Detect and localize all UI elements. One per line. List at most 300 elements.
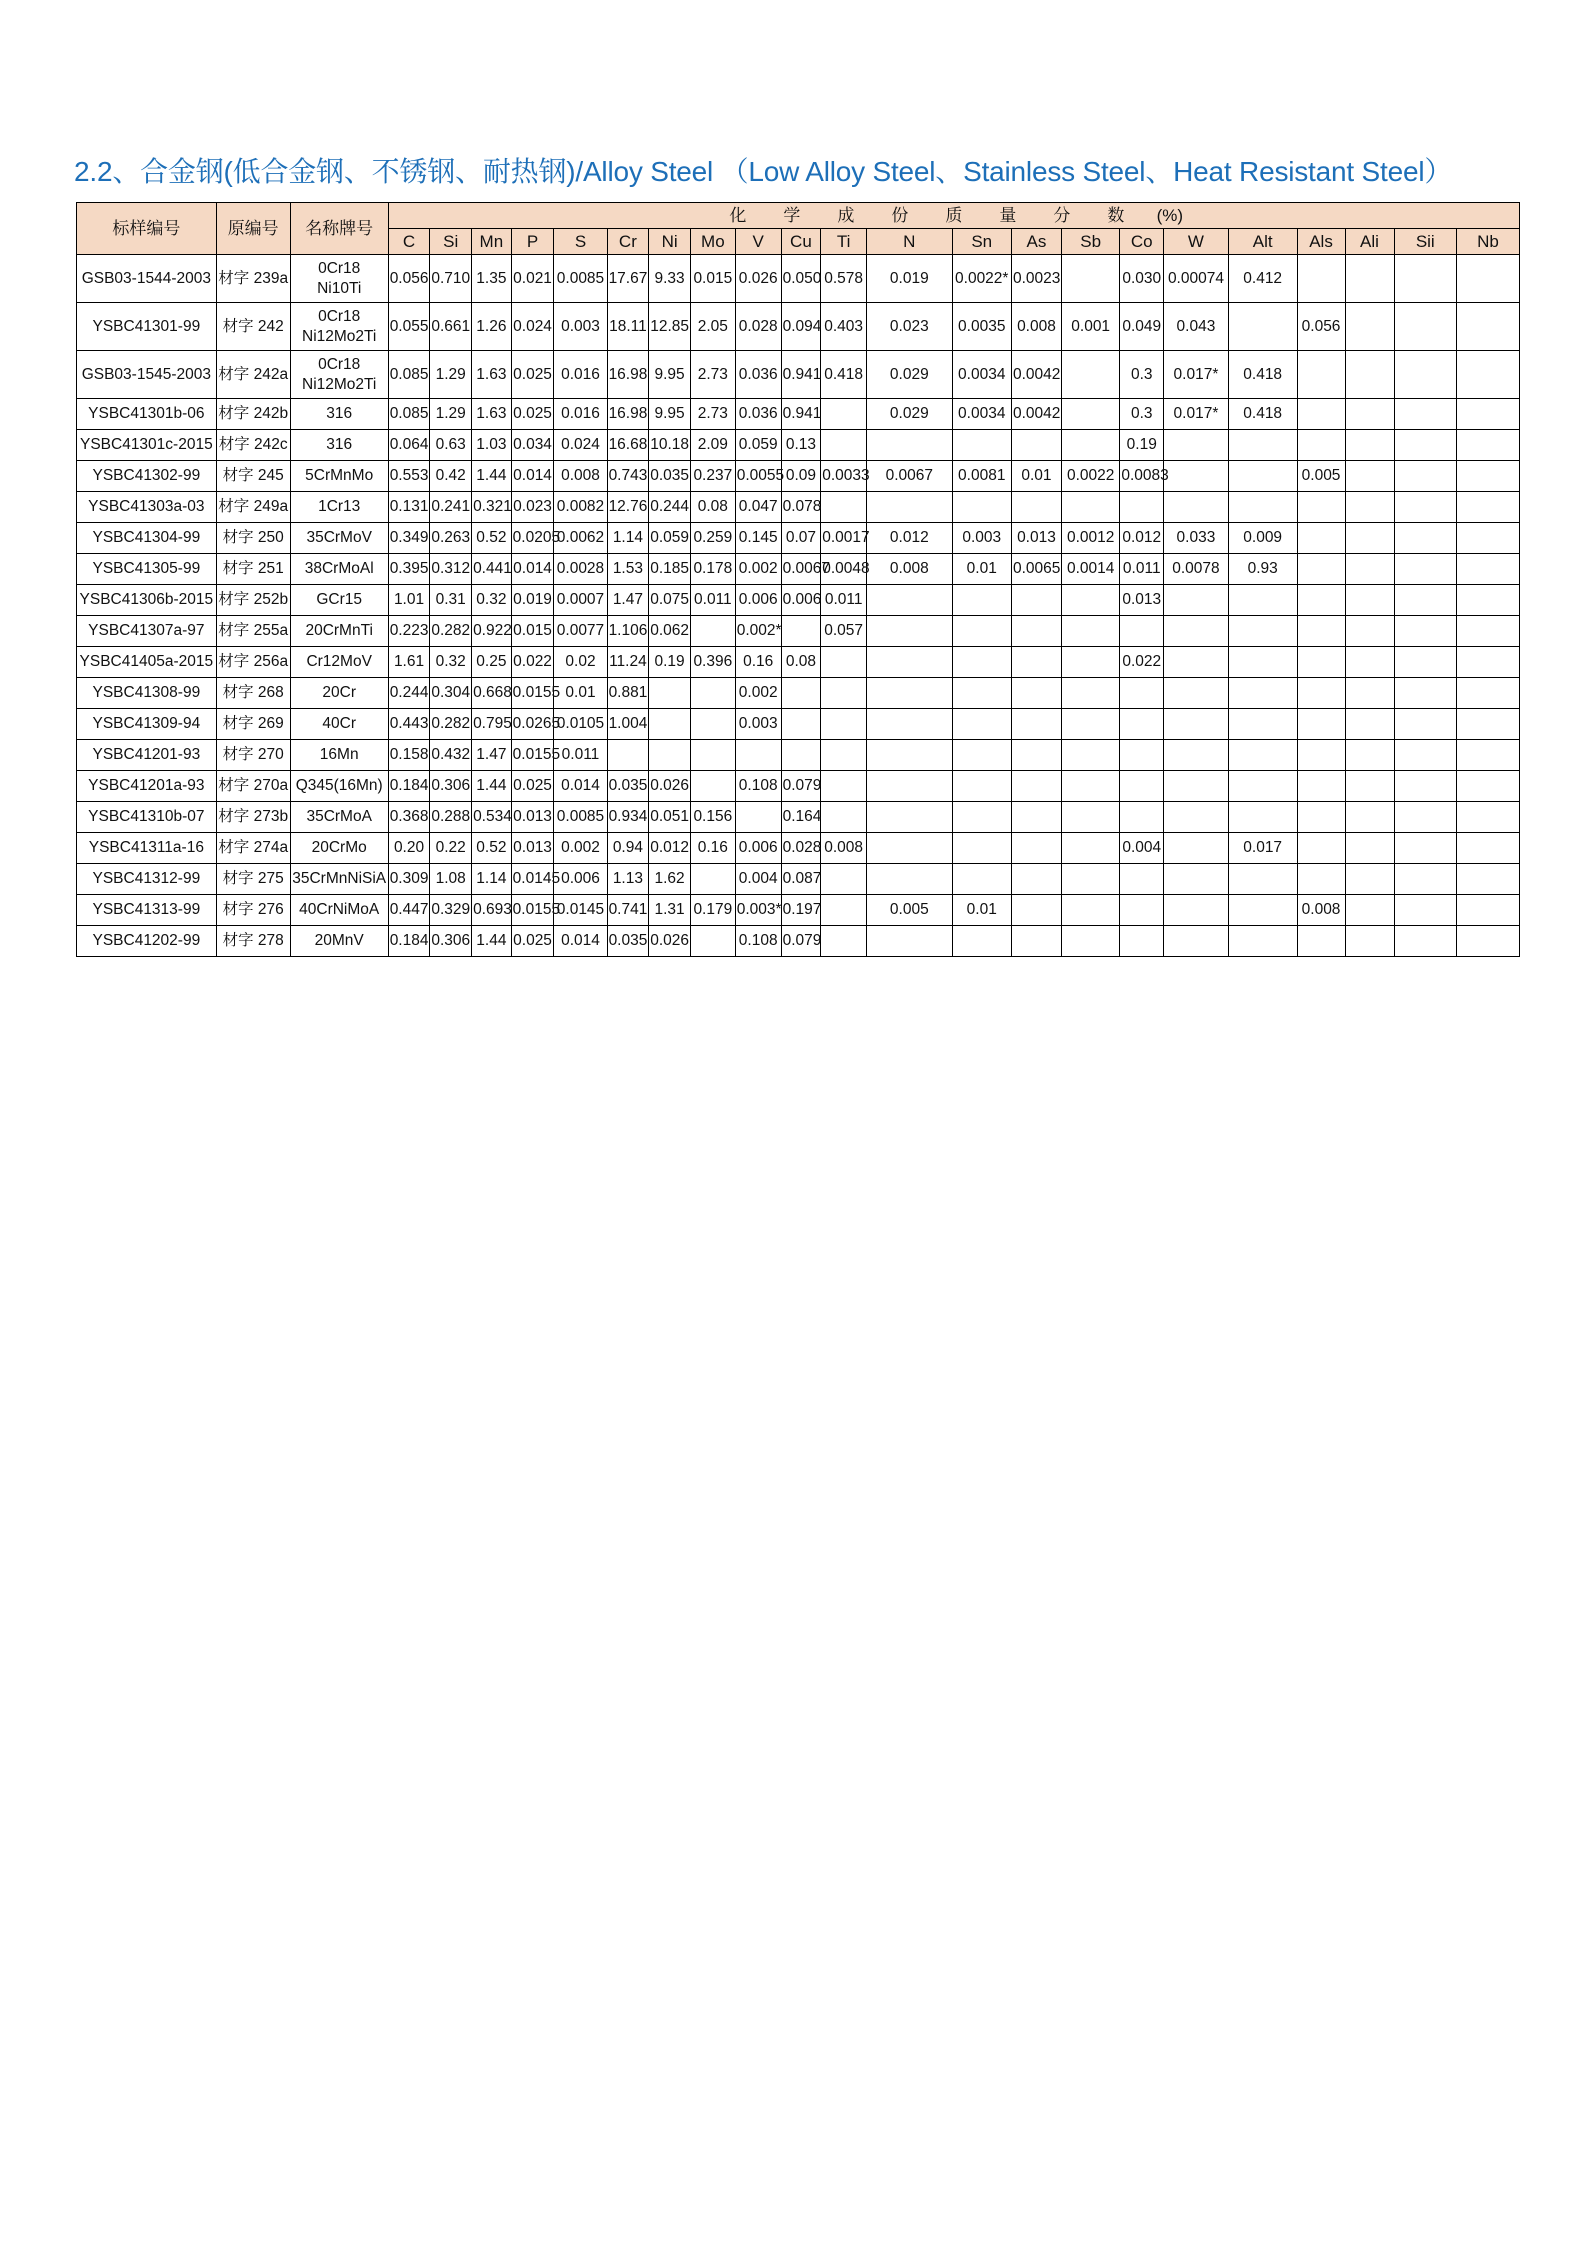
value-cell: 0.0205 (511, 523, 554, 554)
header-element-alt: Alt (1228, 229, 1297, 255)
value-cell (952, 430, 1011, 461)
value-cell: 0.062 (649, 616, 691, 647)
value-cell (952, 833, 1011, 864)
value-cell: 0.3 (1120, 399, 1164, 430)
header-element-ti: Ti (821, 229, 867, 255)
value-cell: 0.016 (554, 399, 607, 430)
value-cell: 0.056 (388, 255, 430, 303)
value-cell (952, 926, 1011, 957)
value-cell: 0.0085 (554, 255, 607, 303)
value-cell: 0.002 (735, 678, 781, 709)
table-row (77, 926, 1520, 957)
value-cell (1345, 303, 1394, 351)
header-element-nb: Nb (1457, 229, 1520, 255)
header-element-sii: Sii (1394, 229, 1457, 255)
value-cell (867, 864, 952, 895)
value-cell: 1.08 (430, 864, 472, 895)
value-cell: 0.001 (1061, 303, 1119, 351)
table-row (77, 864, 1520, 895)
value-cell: 0.0012 (1061, 523, 1119, 554)
value-cell: 0.012 (649, 833, 691, 864)
value-cell: 0.0034 (952, 351, 1011, 399)
value-cell: 0.0062 (554, 523, 607, 554)
value-cell (1345, 255, 1394, 303)
value-cell (1297, 833, 1345, 864)
value-cell (1394, 926, 1457, 957)
grade-cell: 35CrMnNiSiA (290, 864, 388, 895)
table-row (77, 492, 1520, 523)
value-cell: 0.009 (1228, 523, 1297, 554)
sample-no-cell: YSBC41405a-2015 (77, 647, 217, 678)
value-cell: 0.0081 (952, 461, 1011, 492)
header-element-mn: Mn (472, 229, 512, 255)
value-cell: 0.312 (430, 554, 472, 585)
value-cell: 17.67 (607, 255, 649, 303)
value-cell (1457, 554, 1520, 585)
sample-no-cell: YSBC41307a-97 (77, 616, 217, 647)
sample-no-cell: YSBC41305-99 (77, 554, 217, 585)
value-cell (1061, 492, 1119, 523)
value-cell: 0.011 (690, 585, 735, 616)
value-cell: 0.015 (511, 616, 554, 647)
value-cell: 0.304 (430, 678, 472, 709)
value-cell: 0.13 (781, 430, 821, 461)
value-cell (1457, 864, 1520, 895)
value-cell: 0.418 (1228, 399, 1297, 430)
value-cell: 0.0028 (554, 554, 607, 585)
value-cell (1345, 523, 1394, 554)
value-cell (1394, 492, 1457, 523)
header-element-as: As (1011, 229, 1061, 255)
value-cell (1011, 709, 1061, 740)
value-cell: 16.98 (607, 351, 649, 399)
value-cell: 0.003 (735, 709, 781, 740)
value-cell (690, 678, 735, 709)
value-cell: 0.16 (735, 647, 781, 678)
value-cell (821, 926, 867, 957)
value-cell (781, 616, 821, 647)
orig-no-cell: 材字 256a (216, 647, 290, 678)
value-cell: 0.008 (1011, 303, 1061, 351)
value-cell (867, 740, 952, 771)
sample-no-cell: YSBC41303a-03 (77, 492, 217, 523)
value-cell: 0.0055 (735, 461, 781, 492)
sample-no-cell: YSBC41309-94 (77, 709, 217, 740)
value-cell: 18.11 (607, 303, 649, 351)
sample-no-cell: YSBC41301-99 (77, 303, 217, 351)
value-cell: 1.63 (472, 351, 512, 399)
header-group-char: 质 (945, 205, 963, 225)
value-cell: 1.29 (430, 351, 472, 399)
value-cell: 0.0085 (554, 802, 607, 833)
value-cell (952, 616, 1011, 647)
value-cell (1297, 585, 1345, 616)
value-cell: 0.0155 (511, 678, 554, 709)
grade-cell: Q345(16Mn) (290, 771, 388, 802)
value-cell (1011, 430, 1061, 461)
grade-cell: 20CrMo (290, 833, 388, 864)
value-cell: 0.025 (511, 926, 554, 957)
orig-no-cell: 材字 273b (216, 802, 290, 833)
value-cell: 0.014 (511, 461, 554, 492)
sample-no-cell: YSBC41312-99 (77, 864, 217, 895)
table-row (77, 771, 1520, 802)
value-cell (1228, 864, 1297, 895)
value-cell (1228, 895, 1297, 926)
value-cell: 0.0035 (952, 303, 1011, 351)
value-cell (1228, 678, 1297, 709)
value-cell (1457, 351, 1520, 399)
value-cell (821, 864, 867, 895)
value-cell: 0.019 (511, 585, 554, 616)
value-cell (867, 585, 952, 616)
value-cell: 0.036 (735, 351, 781, 399)
value-cell: 0.003 (952, 523, 1011, 554)
value-cell (821, 492, 867, 523)
value-cell (1061, 647, 1119, 678)
sample-no-cell: YSBC41301c-2015 (77, 430, 217, 461)
value-cell (735, 802, 781, 833)
value-cell: 1.26 (472, 303, 512, 351)
value-cell (1164, 926, 1229, 957)
header-element-si: Si (430, 229, 472, 255)
value-cell: 10.18 (649, 430, 691, 461)
value-cell (1011, 740, 1061, 771)
table-row (77, 554, 1520, 585)
grade-cell: 16Mn (290, 740, 388, 771)
value-cell: 0.023 (511, 492, 554, 523)
table-row (77, 255, 1520, 303)
value-cell: 0.661 (430, 303, 472, 351)
value-cell: 0.288 (430, 802, 472, 833)
value-cell: 0.368 (388, 802, 430, 833)
sample-no-cell: GSB03-1544-2003 (77, 255, 217, 303)
value-cell: 0.002* (735, 616, 781, 647)
value-cell: 0.94 (607, 833, 649, 864)
value-cell (1011, 585, 1061, 616)
value-cell (781, 678, 821, 709)
value-cell: 0.013 (511, 802, 554, 833)
value-cell: 0.025 (511, 351, 554, 399)
value-cell: 0.005 (867, 895, 952, 926)
value-cell (1061, 771, 1119, 802)
value-cell (1297, 647, 1345, 678)
value-cell: 0.20 (388, 833, 430, 864)
value-cell: 0.016 (554, 351, 607, 399)
grade-cell: GCr15 (290, 585, 388, 616)
value-cell: 0.0065 (1011, 554, 1061, 585)
value-cell (1345, 616, 1394, 647)
value-cell: 0.025 (511, 771, 554, 802)
value-cell: 0.050 (781, 255, 821, 303)
value-cell: 0.52 (472, 523, 512, 554)
value-cell (1457, 399, 1520, 430)
value-cell: 0.057 (821, 616, 867, 647)
value-cell: 0.0048 (821, 554, 867, 585)
header-element-sn: Sn (952, 229, 1011, 255)
value-cell: 1.63 (472, 399, 512, 430)
value-cell: 0.108 (735, 926, 781, 957)
sample-no-cell: YSBC41311a-16 (77, 833, 217, 864)
grade-cell: 40Cr (290, 709, 388, 740)
value-cell: 0.012 (867, 523, 952, 554)
table-row (77, 585, 1520, 616)
value-cell (1394, 399, 1457, 430)
section-title: 2.2、合金钢(低合金钢、不锈钢、耐热钢)/Alloy Steel （Low Alloy Steel、Stainless Steel、Heat Resistant Steel） (74, 156, 1453, 187)
value-cell (821, 895, 867, 926)
value-cell (1164, 895, 1229, 926)
value-cell: 0.043 (1164, 303, 1229, 351)
value-cell: 0.085 (388, 399, 430, 430)
value-cell (867, 771, 952, 802)
value-cell (1457, 255, 1520, 303)
value-cell: 0.005 (1297, 461, 1345, 492)
value-cell (1061, 585, 1119, 616)
value-cell: 0.941 (781, 399, 821, 430)
value-cell (1345, 492, 1394, 523)
value-cell (867, 678, 952, 709)
value-cell (1394, 303, 1457, 351)
value-cell: 0.024 (554, 430, 607, 461)
value-cell (1011, 616, 1061, 647)
value-cell (1297, 678, 1345, 709)
value-cell (1297, 926, 1345, 957)
value-cell: 0.403 (821, 303, 867, 351)
value-cell (1394, 461, 1457, 492)
orig-no-cell: 材字 255a (216, 616, 290, 647)
grade-cell: 20Cr (290, 678, 388, 709)
value-cell: 0.051 (649, 802, 691, 833)
value-cell (1297, 255, 1345, 303)
value-cell (1228, 430, 1297, 461)
value-cell: 0.003* (735, 895, 781, 926)
value-cell: 0.418 (1228, 351, 1297, 399)
value-cell (1345, 351, 1394, 399)
value-cell: 0.63 (430, 430, 472, 461)
value-cell (821, 802, 867, 833)
value-cell (1164, 771, 1229, 802)
value-cell: 0.329 (430, 895, 472, 926)
value-cell: 0.09 (781, 461, 821, 492)
table-row (77, 616, 1520, 647)
value-cell: 1.53 (607, 554, 649, 585)
value-cell: 0.263 (430, 523, 472, 554)
value-cell (1345, 585, 1394, 616)
value-cell (1164, 864, 1229, 895)
value-cell (690, 709, 735, 740)
orig-no-cell: 材字 249a (216, 492, 290, 523)
sample-no-cell: YSBC41201-93 (77, 740, 217, 771)
value-cell: 1.35 (472, 255, 512, 303)
value-cell: 0.049 (1120, 303, 1164, 351)
value-cell (1164, 678, 1229, 709)
value-cell: 1.44 (472, 926, 512, 957)
table-row (77, 523, 1520, 554)
value-cell (821, 709, 867, 740)
value-cell: 0.321 (472, 492, 512, 523)
grade-cell: 0Cr18 Ni10Ti (290, 255, 388, 303)
value-cell (649, 740, 691, 771)
value-cell (952, 771, 1011, 802)
value-cell: 0.01 (952, 895, 1011, 926)
value-cell: 0.396 (690, 647, 735, 678)
value-cell: 0.029 (867, 399, 952, 430)
value-cell (1011, 833, 1061, 864)
value-cell: 2.05 (690, 303, 735, 351)
value-cell: 0.881 (607, 678, 649, 709)
value-cell: 0.578 (821, 255, 867, 303)
value-cell: 1.106 (607, 616, 649, 647)
value-cell: 0.08 (781, 647, 821, 678)
value-cell: 0.32 (472, 585, 512, 616)
header-element-sb: Sb (1061, 229, 1119, 255)
value-cell (1120, 709, 1164, 740)
value-cell (1457, 523, 1520, 554)
value-cell: 0.0145 (511, 864, 554, 895)
grade-cell: 316 (290, 399, 388, 430)
value-cell: 0.08 (690, 492, 735, 523)
value-cell (1297, 802, 1345, 833)
orig-no-cell: 材字 239a (216, 255, 290, 303)
value-cell: 0.015 (690, 255, 735, 303)
value-cell (1297, 554, 1345, 585)
value-cell (1061, 895, 1119, 926)
value-cell: 0.16 (690, 833, 735, 864)
value-cell: 0.553 (388, 461, 430, 492)
value-cell: 0.52 (472, 833, 512, 864)
grade-cell: Cr12MoV (290, 647, 388, 678)
header-group-char: 成 (837, 205, 855, 225)
orig-no-cell: 材字 278 (216, 926, 290, 957)
value-cell: 0.0033 (821, 461, 867, 492)
value-cell (1345, 802, 1394, 833)
value-cell: 0.0155 (511, 895, 554, 926)
header-element-v: V (735, 229, 781, 255)
value-cell: 0.741 (607, 895, 649, 926)
value-cell (952, 585, 1011, 616)
value-cell (1297, 351, 1345, 399)
value-cell (1394, 802, 1457, 833)
value-cell: 1.13 (607, 864, 649, 895)
value-cell (1228, 771, 1297, 802)
value-cell (1345, 895, 1394, 926)
value-cell (1164, 430, 1229, 461)
orig-no-cell: 材字 242a (216, 351, 290, 399)
value-cell (690, 771, 735, 802)
table-row (77, 678, 1520, 709)
value-cell (1345, 740, 1394, 771)
value-cell (1345, 833, 1394, 864)
value-cell (1457, 926, 1520, 957)
value-cell: 0.017* (1164, 399, 1229, 430)
value-cell (1457, 616, 1520, 647)
header-element-als: Als (1297, 229, 1345, 255)
value-cell (1394, 616, 1457, 647)
value-cell: 0.008 (867, 554, 952, 585)
value-cell (952, 864, 1011, 895)
value-cell (1228, 616, 1297, 647)
value-cell (1457, 461, 1520, 492)
value-cell (1297, 523, 1345, 554)
value-cell: 0.003 (554, 303, 607, 351)
value-cell: 0.3 (1120, 351, 1164, 399)
value-cell: 0.019 (867, 255, 952, 303)
grade-cell: 38CrMoAl (290, 554, 388, 585)
orig-no-cell: 材字 268 (216, 678, 290, 709)
header-group-char: 化 (729, 205, 747, 225)
header-element-c: C (388, 229, 430, 255)
value-cell: 0.002 (554, 833, 607, 864)
value-cell (952, 647, 1011, 678)
table-row (77, 303, 1520, 351)
value-cell: 0.0017 (821, 523, 867, 554)
header-group-char: 量 (999, 205, 1017, 225)
value-cell (1228, 492, 1297, 523)
value-cell: 0.0023 (1011, 255, 1061, 303)
value-cell: 0.241 (430, 492, 472, 523)
value-cell: 11.24 (607, 647, 649, 678)
value-cell (1297, 740, 1345, 771)
value-cell: 0.013 (1011, 523, 1061, 554)
value-cell (1164, 709, 1229, 740)
value-cell: 0.035 (649, 461, 691, 492)
value-cell (1394, 351, 1457, 399)
value-cell: 0.006 (735, 585, 781, 616)
value-cell (821, 399, 867, 430)
value-cell: 0.93 (1228, 554, 1297, 585)
value-cell (1345, 399, 1394, 430)
value-cell: 0.941 (781, 351, 821, 399)
value-cell (1457, 492, 1520, 523)
value-cell: 0.079 (781, 926, 821, 957)
value-cell: 0.011 (1120, 554, 1164, 585)
table-row (77, 430, 1520, 461)
value-cell: 0.013 (1120, 585, 1164, 616)
value-cell: 0.0007 (554, 585, 607, 616)
grade-cell: 5CrMnMo (290, 461, 388, 492)
value-cell (1120, 616, 1164, 647)
value-cell: 0.026 (649, 771, 691, 802)
sample-no-cell: GSB03-1545-2003 (77, 351, 217, 399)
value-cell: 0.0014 (1061, 554, 1119, 585)
value-cell (952, 678, 1011, 709)
value-cell: 0.259 (690, 523, 735, 554)
value-cell (1164, 616, 1229, 647)
value-cell (867, 492, 952, 523)
value-cell: 0.223 (388, 616, 430, 647)
orig-no-cell: 材字 242c (216, 430, 290, 461)
value-cell (952, 492, 1011, 523)
value-cell: 0.094 (781, 303, 821, 351)
orig-no-cell: 材字 242b (216, 399, 290, 430)
sample-no-cell: YSBC41301b-06 (77, 399, 217, 430)
table-row (77, 833, 1520, 864)
value-cell: 0.025 (511, 399, 554, 430)
value-cell (781, 740, 821, 771)
value-cell: 0.059 (649, 523, 691, 554)
header-element-ni: Ni (649, 229, 691, 255)
orig-no-cell: 材字 250 (216, 523, 290, 554)
grade-cell: 20CrMnTi (290, 616, 388, 647)
value-cell: 0.19 (1120, 430, 1164, 461)
value-cell (1164, 647, 1229, 678)
value-cell: 1.44 (472, 771, 512, 802)
value-cell: 0.011 (554, 740, 607, 771)
value-cell (1394, 771, 1457, 802)
value-cell: 0.006 (554, 864, 607, 895)
value-cell (1394, 740, 1457, 771)
value-cell: 2.73 (690, 399, 735, 430)
